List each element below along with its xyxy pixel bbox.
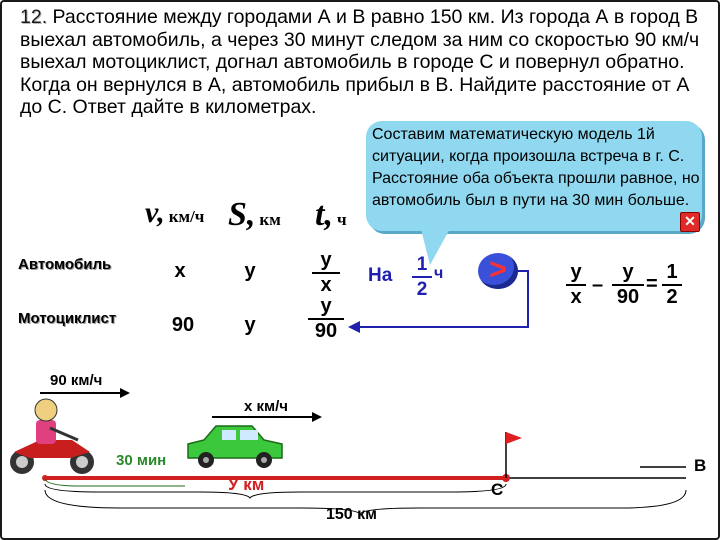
problem-text: Расстояние между городами А и В равно 150 км. Из города А в город В выехал автомобиль, а через 30 минут следом за ним со скоростью 90 км/ч выехал мотоциклист, догнал автомобиль в городе С и повернул обратно. Когда он вернулся в А, автомобиль прибыл в В. Найдите расстояние от А до С. Ответ дайте в километрах. (20, 6, 700, 118)
header-s-unit: км (259, 210, 281, 229)
eq-frac1-den: x (570, 286, 582, 308)
car-icon (188, 426, 282, 468)
eq-frac2-num: y (622, 261, 634, 283)
car-speed-cell: x (174, 260, 186, 282)
connector-line (350, 271, 528, 327)
point-c-label: С (491, 480, 504, 499)
greater-than-icon: > (489, 253, 507, 286)
y-distance-label: У км (228, 475, 265, 494)
point-b-label: В (694, 456, 707, 475)
car-arrowhead (312, 412, 322, 422)
problem-number: 12. (20, 6, 48, 28)
half-unit: ч (434, 265, 444, 282)
eq-rhs-den: 2 (666, 286, 678, 308)
eq-minus: – (592, 274, 604, 296)
header-s-symbol: S, (228, 196, 256, 233)
header-v-unit: км/ч (168, 207, 205, 226)
moto-speed-label: 90 км/ч (50, 372, 103, 389)
car-speed-label: x км/ч (244, 398, 288, 415)
car-time-den: x (320, 274, 332, 296)
connector-arrowhead (348, 321, 360, 333)
half-num: 1 (416, 254, 428, 275)
eq-rhs-num: 1 (666, 261, 678, 283)
delay-label: 30 мин (116, 452, 167, 469)
eq-frac2-den: 90 (616, 286, 640, 308)
half-den: 2 (416, 279, 428, 300)
row-label-car: Автомобиль (18, 256, 112, 273)
moto-distance-cell: y (244, 314, 256, 336)
flag-icon (506, 432, 522, 444)
comparison-prefix: На (368, 265, 393, 286)
header-t-unit: ч (336, 210, 347, 229)
car-time-num: y (320, 249, 332, 271)
eq-equals: = (646, 273, 658, 295)
callout-text: Составим математическую модель 1й ситуации, когда произошла встреча в г. С. Расстояние оба объекта прошли равное, но автомобиль был в пути на 30 мин больше. (372, 126, 700, 209)
row-label-moto: Мотоциклист (18, 310, 117, 327)
header-t-symbol: t, (315, 196, 333, 233)
eq-frac1-num: y (570, 261, 582, 283)
moto-time-den: 90 (314, 320, 338, 342)
total-distance-label: 150 км (326, 506, 377, 523)
motorcycle-icon (10, 399, 94, 474)
car-distance-cell: y (244, 260, 256, 282)
moto-arrowhead (120, 388, 130, 398)
moto-time-num: y (320, 295, 332, 317)
moto-speed-cell: 90 (171, 314, 195, 336)
close-icon[interactable]: ✕ (680, 212, 700, 232)
header-v-symbol: v, (145, 196, 165, 229)
